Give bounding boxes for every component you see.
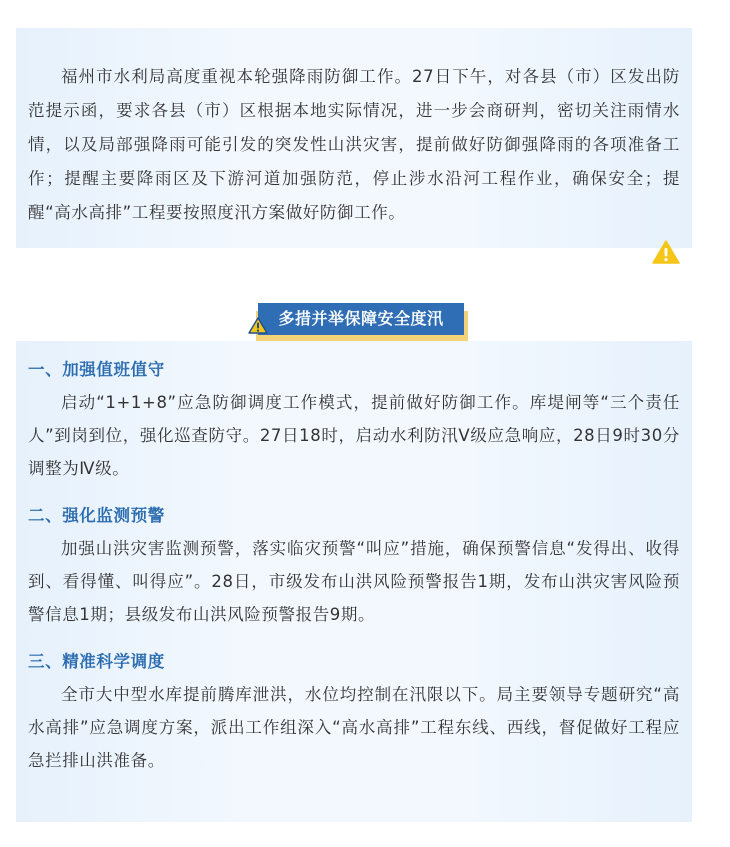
section-heading: 三、精准科学调度	[28, 652, 165, 671]
section-banner	[248, 303, 470, 341]
intro-card	[16, 28, 692, 248]
section-heading: 二、强化监测预警	[28, 506, 165, 525]
banner-warning-icon	[248, 317, 268, 334]
intro-paragraph: 福州市水利局高度重视本轮强降雨防御工作。27日下午，对各县（市）区发出防范提示函，要求各县（市）区根据本地实际情况，进一步会商研判，密切关注雨情水情，以及局部强降雨可能引发的突发性山洪灾害，提前做好防御强降雨的各项准备工作；提醒主要降雨区及下游河道加强防范，停止涉水沿河工程作业，确保安全；提醒“高水高排”工程要按照度汛方案做好防御工作。	[28, 67, 680, 222]
measures-card	[16, 341, 692, 822]
section-heading: 一、加强值班值守	[28, 360, 165, 379]
banner-title: 多措并举保障安全度汛	[258, 303, 464, 335]
warning-icon	[652, 240, 680, 264]
section-body: 加强山洪灾害监测预警，落实临灾预警“叫应”措施，确保预警信息“发得出、收得到、看得懂、叫得应”。28日，市级发布山洪风险预警报告1期，发布山洪灾害风险预警信息1期；县级发布山洪风险预警报告9期。	[28, 539, 680, 624]
section-monitoring	[28, 503, 680, 631]
section-body: 启动“1+1+8”应急防御调度工作模式，提前做好防御工作。库堤闸等“三个责任人”到岗到位，强化巡查防守。27日18时，启动水利防汛Ⅴ级应急响应，28日9时30分调整为Ⅳ级。	[28, 393, 680, 478]
section-duty	[28, 357, 680, 485]
section-dispatch	[28, 649, 680, 777]
section-body: 全市大中型水库提前腾库泄洪，水位均控制在汛限以下。局主要领导专题研究“高水高排”应急调度方案，派出工作组深入“高水高排”工程东线、西线，督促做好工程应急拦排山洪准备。	[28, 685, 680, 770]
